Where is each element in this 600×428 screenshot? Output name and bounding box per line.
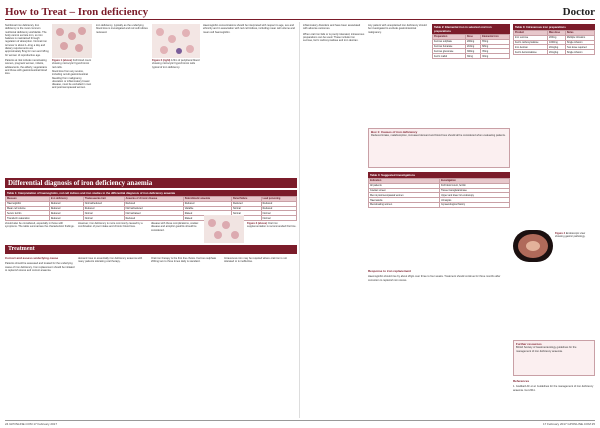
table-1-header: Anaemia of chronic disease [124,197,183,202]
table-2-grid [432,34,510,59]
references-section [513,380,595,414]
treatment-col-4: Intravenous iron may be required where oral iron is not tolerated or is ineffective. [224,257,287,264]
body-text: inflammatory disorders and have been associated with adverse outcomes. [303,24,361,31]
table-2 [432,24,510,59]
figure-1-caption-text: Full blood count showing microcytic hypochromic red cells. [52,59,92,69]
left-col-1 [5,24,49,174]
table-cell: Transferrin saturation [6,216,50,221]
box-1 [368,128,510,168]
table-cell: 20mg/kg [548,50,566,55]
table-cell: Normal [231,206,261,211]
table-cell: Reduced [124,216,183,221]
table-cell: Ferrous fumarate [433,44,466,49]
table-cell: 20mg/kg [548,45,566,50]
table-2-header: Preparation [433,35,466,40]
table-cell: Menstruating women [369,202,440,207]
left-col-2 [52,70,92,174]
table-3-header: Max dose [548,31,566,36]
blood-smear-icon [152,24,200,58]
figure-1-image [52,24,92,58]
endoscopy-icon [513,230,553,262]
left-page-title: How to Treat – Iron deficiency [5,6,149,18]
table-cell: Haemoglobin [6,201,50,206]
table-cell: 1000mg [548,40,566,45]
table-cell: Serum ferritin [6,211,50,216]
figure-4-image [513,230,553,262]
table-cell: Reduced [83,206,124,211]
table-cell: Multiple infusions [565,35,594,40]
table-cell: Normal [231,211,261,216]
references-text: 1. Goddard AF et al. Guidelines for the management of iron deficiency anaemia. Gut 2011. [513,385,594,392]
lower-col-1: should also be considered, especially in those with symptoms. The table summarises the characteristic findings. [5,222,75,229]
table-cell: 30mg [465,54,480,59]
figure-2-caption-label: Figure 2 (right) [152,59,171,62]
table-2-header: Dose [465,35,480,40]
table-cell: Normal [261,211,296,216]
table-cell: Reduced [183,201,231,206]
table-4-title: Table 4: Suggested investigations [368,172,510,178]
figure-1-caption [52,59,92,69]
treatment-subheading: Correct and assess underlying cause [5,257,59,260]
left-col-3 [96,24,148,174]
table-1-header: Sideroblastic anaemia [183,197,231,202]
table-2-header: Elemental iron [481,35,510,40]
figure-4-caption-label: Figure 4 [555,232,566,235]
body-text: Patients at risk include menstruating women, pregnant women, infants, adolescents, the elderly, vegetarians and those with gastrointestinal blood loss. [5,58,47,76]
table-1-grid [5,196,297,221]
figure-3-caption-label: Figure 3 (above) [247,222,268,225]
table-1-header: Iron deficiency [49,197,83,202]
table-cell: Variable [183,206,231,211]
table-cell: Iron dextran [514,45,548,50]
table-cell: Ferrous gluconate [433,49,466,54]
table-cell: Normal [261,216,296,221]
footer-left: 24 GPONLINE.COM 17 February 2017 [5,422,58,426]
table-cell: Upper and lower GI endoscopy [440,193,510,198]
table-cell: Coeliac screen [369,188,440,193]
table-cell: Mean cell volume [6,206,50,211]
table-cell: Raised [183,211,231,216]
table-cell: Ferric carboxymaltose [514,40,548,45]
table-cell: Reduced [49,211,83,216]
treatment-col-1 [5,257,75,415]
table-cell: Normal/raised [124,211,183,216]
table-cell: Reduced [49,201,83,206]
right-col-2: Any patient with unexplained iron deficiency should be investigated to exclude gastrointestinal malignancy. [368,24,427,34]
table-cell: Normal [83,216,124,221]
body-text: Haemoglobin should rise by about 20g/L over three to four weeks. Treatment should continue for three months after correction to replenish iron stores. [368,275,501,282]
table-cell: Reduced [261,201,296,206]
figure-4-caption [555,232,595,239]
table-cell: Reduced [49,206,83,211]
box-1-text: Reduced intake, malabsorption, increased demand and blood loss should all be considered when evaluating patients. [371,134,506,138]
lower-col-3: disease with these complications, coeliac disease and atrophic gastritis should be considered. [151,222,199,232]
page-gutter [299,22,300,418]
table-cell: 210mg [465,44,480,49]
figure-2-caption-text: A film of peripheral blood showing microcytic hypochromic cells typical of iron deficiency. [152,59,200,69]
table-cell: Reduced [261,206,296,211]
table-cell: 65mg [481,39,510,44]
table-3-title: Table 3: Intravenous iron preparations [513,24,595,30]
table-cell: Reduced [49,216,83,221]
blood-film-icon [52,24,92,58]
lower-col-2: However, iron deficiency is more commonly caused by a combination of poor intake and chronic blood loss. [78,222,143,229]
table-cell: Ferric maltol [433,54,466,59]
table-cell: Normal/reduced [124,206,183,211]
table-4-header: Indication [369,179,440,184]
table-cell: Urinalysis [440,198,510,203]
body-text: Nutritional iron deficiency Iron deficiency is the most common nutritional deficiency worldwide. The body cannot excrete iron, so iron balance is maintained through regulation of absorption. Normal iron turnover is about 1–2mg a day and dietary requirements are approximately 8mg for men and 18mg for women of reproductive age. [5,24,49,57]
further-resources-text: British Society of Gastroenterology guidelines for the management of iron deficiency anaemia. [516,346,577,353]
table-4-header: Investigation [440,179,510,184]
table-cell: Reduced [124,201,183,206]
references-title: References [513,380,530,383]
figure-1-caption-label: Figure 1 (above) [52,59,73,62]
further-resources-title: Further resources [516,342,542,346]
table-3-header: Product [514,31,548,36]
table-1-header: Renal failure [231,197,261,202]
body-text: Patients should be assessed and treated for the underlying cause of iron deficiency. Iron replacement should be initiated to replenish stores and correct anaemia. [5,262,75,272]
figure-2-image [152,24,200,58]
figure-3-caption-text: Oral iron supplementation is recommended first line. [247,222,297,229]
response-section [368,270,510,415]
table-row [514,50,595,55]
table-row [6,216,297,221]
table-cell: 200mg [465,39,480,44]
table-3-header: Notes [565,31,594,36]
table-1-header: Thalassaemia trait [83,197,124,202]
page-header [5,4,595,20]
table-cell: Full blood count, ferritin [440,183,510,188]
table-1-header: Lead poisoning [261,197,296,202]
table-3-grid [513,30,595,55]
table-cell: All patients [369,183,440,188]
table-cell: Single infusion [565,40,594,45]
response-title: Response to iron replacement [368,270,412,273]
table-2-title: Table 2: Elemental iron in selected oral iron preparations [432,24,510,34]
table-cell: Test dose required [565,45,594,50]
table-cell: Single infusion [565,50,594,55]
table-4-grid [368,178,510,208]
table-cell: Normal [83,211,124,216]
figure-4-caption-text: Endoscopic view showing gastric pathology. [555,232,586,239]
treatment-col-2: demand rose to essentially iron deficiency anaemia with many patients tolerating oral therapy. [78,257,143,264]
figure-2-caption [152,59,200,69]
table-row [433,54,510,59]
figure-3-caption [247,222,297,229]
box-1-title: Box 1: Causes of iron deficiency [371,130,418,134]
table-cell: 68mg [481,44,510,49]
right-page-title: Doctor [562,6,595,18]
table-cell: 200mg [548,35,566,40]
table-cell: Haematuria [369,198,440,203]
body-text: iron deficiency, typically as the underlying blood loss is investigated and red cell indices reviewed. [96,24,148,34]
table-cell: Iron sucrose [514,35,548,40]
table-cell: 30mg [481,54,510,59]
page-footer [5,420,595,426]
table-cell: Gynaecological history [440,202,510,207]
figure-3-image [204,215,244,243]
treatment-col-3: Oral iron therapy is the first line choice. Ferrous sulphate 200mg two to three times daily is standard. [151,257,217,264]
table-cell: 300mg [465,49,480,54]
table-cell: Tissue transglutaminase [440,188,510,193]
body-text: blood loss from any source, including occult gastrointestinal bleeding from malignancy, ulceration or inflammatory bowel disease, must be excluded in men and postmenopausal women. [52,70,92,90]
table-cell: Ferric derisomaltose [514,50,548,55]
table-1 [5,190,297,221]
table-3 [513,24,595,55]
body-text: When oral iron fails or is poorly tolerated, intravenous preparations can be used. These include iron sucrose, ferric carboxymaltose and iron dextran. [303,32,365,43]
table-cell: 35mg [481,49,510,54]
body-text: Haemoglobin concentrations should be interpreted with respect to age, sex and ethnicity and in association with red cell indices, including mean cell volume and mean cell haemoglobin. [203,24,295,34]
table-cell: Raised [183,216,231,221]
section-title-treatment: Treatment [5,245,297,254]
section-title-differential: Differential diagnosis of iron deficiency anaemia [5,178,297,188]
table-cell: Men & postmenopausal women [369,193,440,198]
table-cell: Normal/reduced [83,201,124,206]
left-col-4 [203,24,297,174]
further-resources-box [513,340,595,376]
table-row [369,202,510,207]
footer-right: 17 February 2017 GPONLINE.COM 25 [542,422,595,426]
right-col-1 [303,24,365,414]
table-1-title: Table 1: Interpretation of haemoglobin, red cell indices and iron studies in the differential diagnosis of iron deficiency anaemia [5,190,297,196]
table-cell: Reduced [231,201,261,206]
blood-cells-icon [204,215,244,243]
table-cell: Ferrous sulphate [433,39,466,44]
table-4 [368,172,510,208]
table-1-header: Measure [6,197,50,202]
